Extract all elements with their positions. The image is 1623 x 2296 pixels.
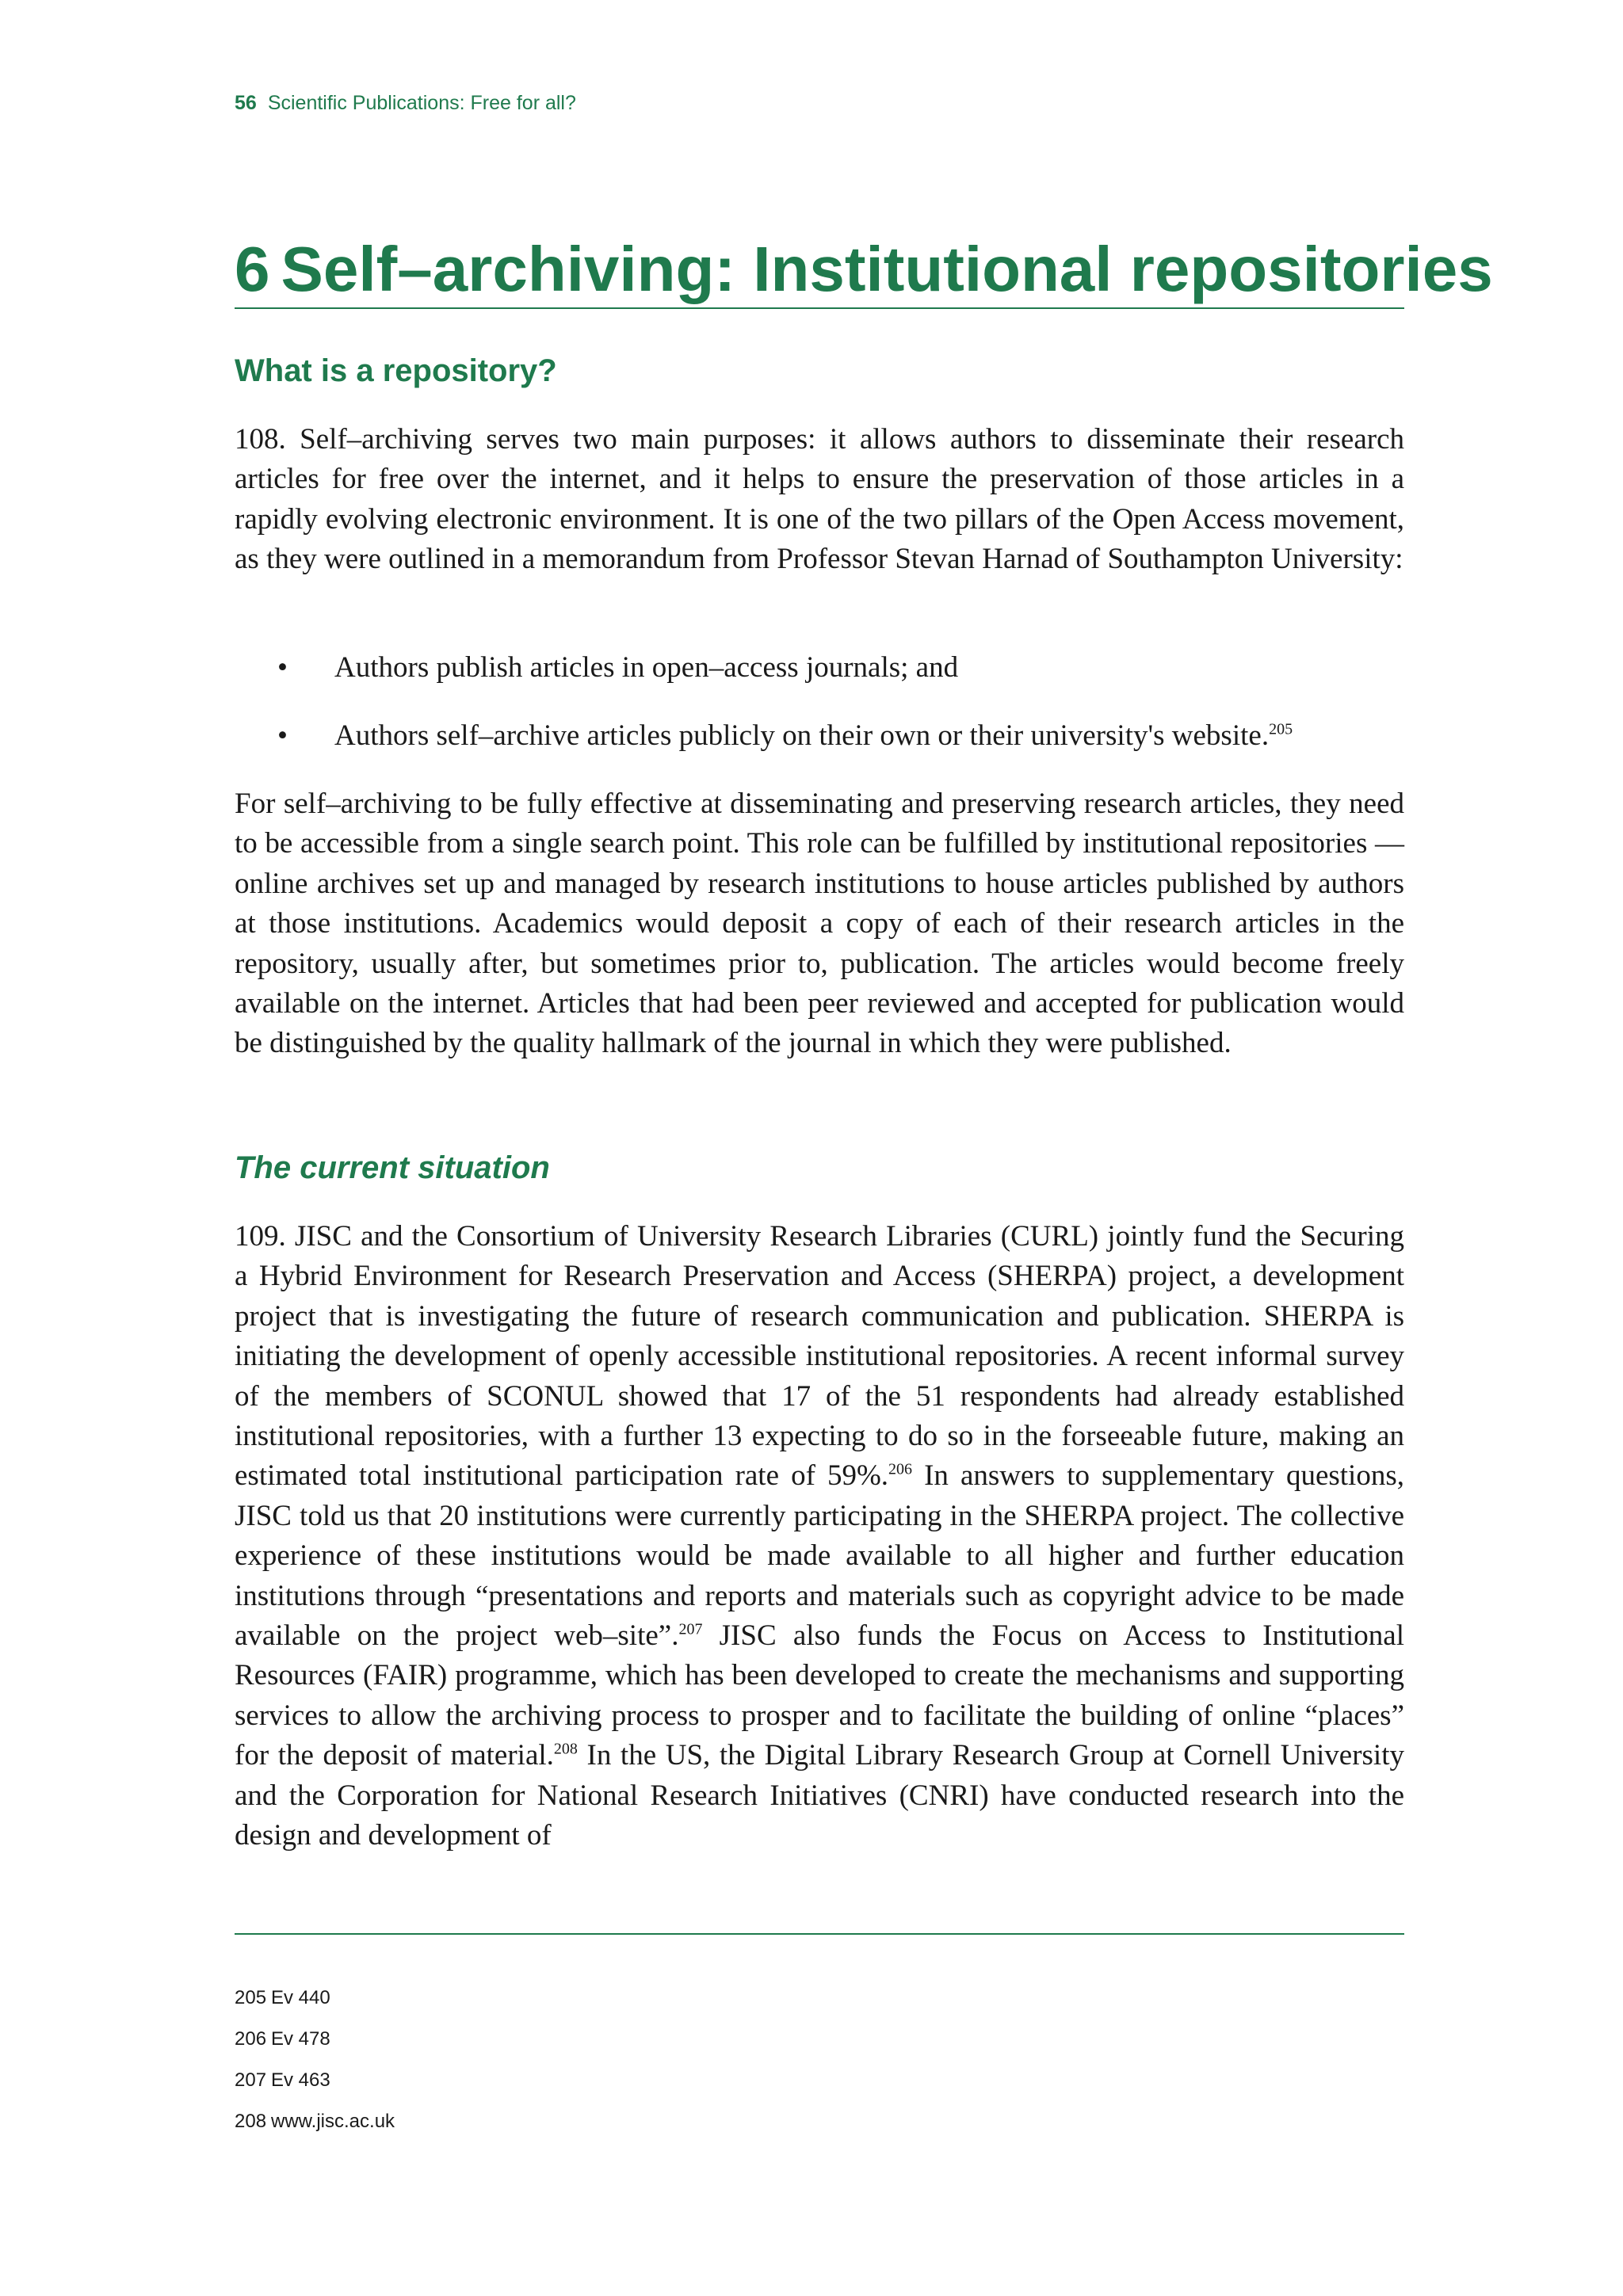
paragraph-109-part1: 109. JISC and the Consortium of University Research Libraries (CURL) jointly fund the Securing a Hybrid Environment for Research Preservation and Access (SHERPA) project, a development project that is investigating the future of research communication and publication. SHERPA is initiating the development of openly accessible institutional repositories. A recent informal survey of the members of SCONUL showed that 17 of the 51 respondents had already established institutional repositories, with a further 13 expecting to do so in the forseeable future, making an estimated total institutional participation rate of 59%.: [235, 1220, 1404, 1493]
bullet-text: Authors publish articles in open–access journals; and: [334, 651, 959, 684]
bullet-dot: •: [277, 651, 288, 684]
paragraph-109-part4: In the US, the Digital Library Research Group at Cornell University and the Corporation for National Research Initiatives (CNRI) have conducted research into the design and development of: [235, 1739, 1404, 1852]
footnote-divider: [235, 1933, 1404, 1935]
footnote-ref-207[interactable]: 207: [678, 1620, 703, 1638]
footnote[interactable]: [235, 2101, 395, 2142]
paragraph-109-part3: JISC also funds the Focus on Access to Institutional Resources (FAIR) programme, which has been developed to create the mechanisms and supporting services to allow the archiving process to prosper and to facilitate the building of online “places” for the deposit of material.: [235, 1619, 1404, 1772]
section-heading-current-situation: The current situation: [235, 1150, 550, 1185]
footnote-number: 206: [235, 2028, 267, 2050]
paragraph-108: 108. Self–archiving serves two main purposes: it allows authors to disseminate their research articles for free over the internet, and it helps to ensure the preservation of those articles in a rapidly evolving electronic environment. It is one of the two pillars of the Open Access movement, as they were outlined in a memorandum from Professor Stevan Harnad of Southampton University:: [235, 423, 1404, 576]
section-heading-what-is-a-repository: What is a repository?: [235, 353, 557, 388]
footnotes: [235, 1978, 395, 2142]
page-number: 56: [235, 92, 257, 114]
footnote-ref-208[interactable]: 208: [553, 1740, 578, 1758]
paragraph-109: [235, 1217, 1404, 1856]
running-head-title: Scientific Publications: Free for all?: [267, 92, 576, 114]
bullet-item: [235, 716, 1404, 756]
bullet-list: [235, 648, 1404, 784]
footnote: [235, 1978, 395, 2019]
paragraph-109-part2: In answers to supplementary questions, JISC told us that 20 institutions were currently participating in the SHERPA project. The collective experience of these institutions would be made available to all higher and further education institutions through “presentations and reports and materials such as copyright advice to be made available on the project web–site”.: [235, 1459, 1404, 1653]
bullet-text: Authors self–archive articles publicly on their own or their university's website.: [334, 719, 1270, 752]
chapter-title-text: Self–archiving: Institutional repositories: [281, 234, 1493, 304]
footnote-number: 208: [235, 2111, 267, 2132]
footnote-text: Ev 478: [271, 2028, 330, 2050]
chapter-number: 6: [235, 234, 270, 304]
footnote: [235, 2060, 395, 2101]
running-head: [235, 92, 576, 115]
footnote-text: Ev 463: [271, 2069, 330, 2091]
footnote: [235, 2019, 395, 2060]
chapter-title: [235, 233, 1493, 309]
footnote-ref-205[interactable]: 205: [1269, 720, 1293, 738]
footnote-number: 207: [235, 2069, 267, 2091]
footnote-number: 205: [235, 1987, 267, 2008]
footnote-ref-206[interactable]: 206: [888, 1461, 913, 1479]
bullet-dot: •: [277, 719, 288, 752]
paragraph-continuation: For self–archiving to be fully effective at disseminating and preserving research articles, they need to be accessible from a single search point. This role can be fulfilled by institutional repositories — online archives set up and managed by research institutions to house articles published by authors at those institutions. Academics would deposit a copy of each of their research articles in the repository, usually after, but sometimes prior to, publication. The articles would become freely available on the internet. Articles that had been peer reviewed and accepted for publication would be distinguished by the quality hallmark of the journal in which they were published.: [235, 788, 1404, 1060]
footnote-text: Ev 440: [271, 1987, 330, 2008]
bullet-item: [235, 648, 1404, 688]
footnote-link[interactable]: www.jisc.ac.uk: [271, 2111, 395, 2132]
